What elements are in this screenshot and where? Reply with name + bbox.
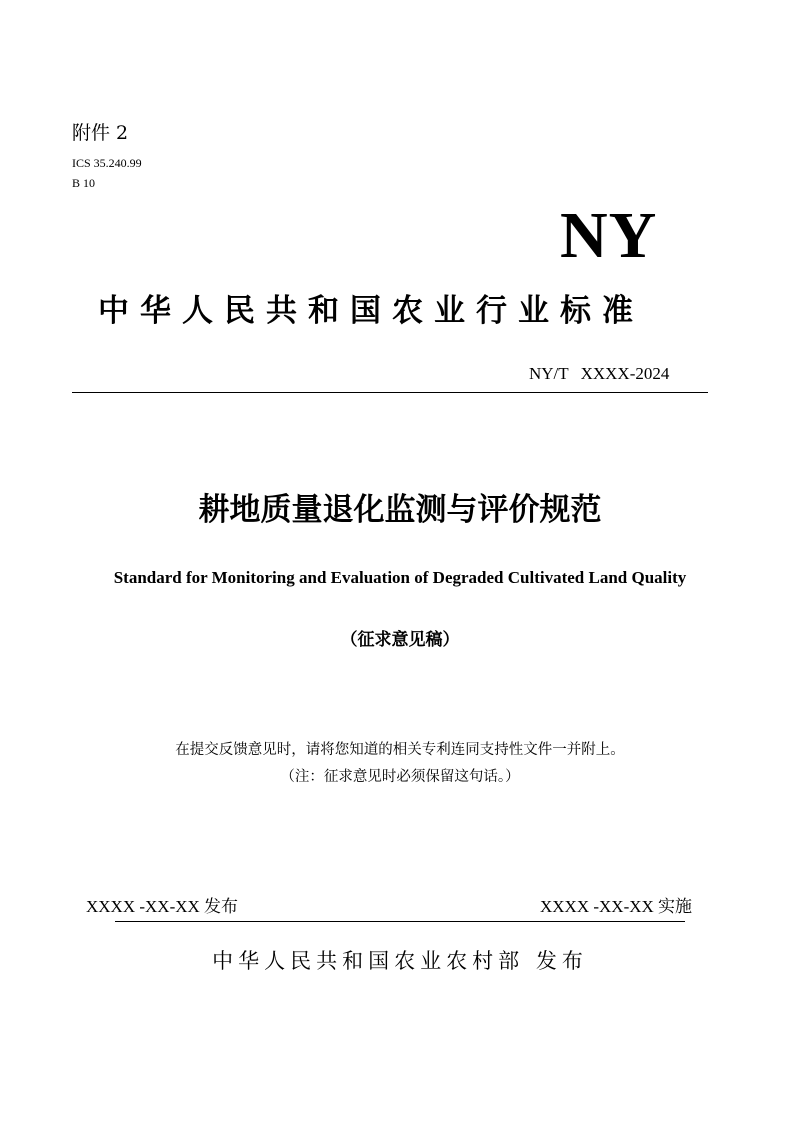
standard-number: NY/T XXXX-2024 — [529, 364, 670, 383]
draft-status-note: （征求意见稿） — [340, 630, 460, 650]
patent-notice-line: 在提交反馈意见时，请将您知道的相关专利连同支持性文件一并附上。 — [175, 742, 625, 758]
standard-category-heading: 中华人民共和国农业行业标准 — [98, 293, 644, 329]
document-title-english: Standard for Monitoring and Evaluation of Degraded Cultivated Land Quality — [113, 568, 687, 587]
document-title-chinese: 耕地质量退化监测与评价规范 — [198, 492, 602, 528]
ics-code: ICS 35.240.99 — [72, 156, 142, 170]
footer-divider — [115, 921, 685, 922]
standard-logo: NY — [560, 199, 658, 272]
patent-notice-remark: （注：征求意见时必须保留这句话。） — [280, 769, 520, 785]
attachment-label: 附件 2 — [72, 122, 129, 144]
classification-code: B 10 — [72, 176, 96, 190]
publisher-line: 中华人民共和国农业农村部 发布 — [212, 949, 588, 973]
header-divider — [72, 392, 708, 393]
issue-date: XXXX -XX-XX 发布 — [86, 897, 239, 916]
implementation-date: XXXX -XX-XX 实施 — [540, 897, 693, 916]
